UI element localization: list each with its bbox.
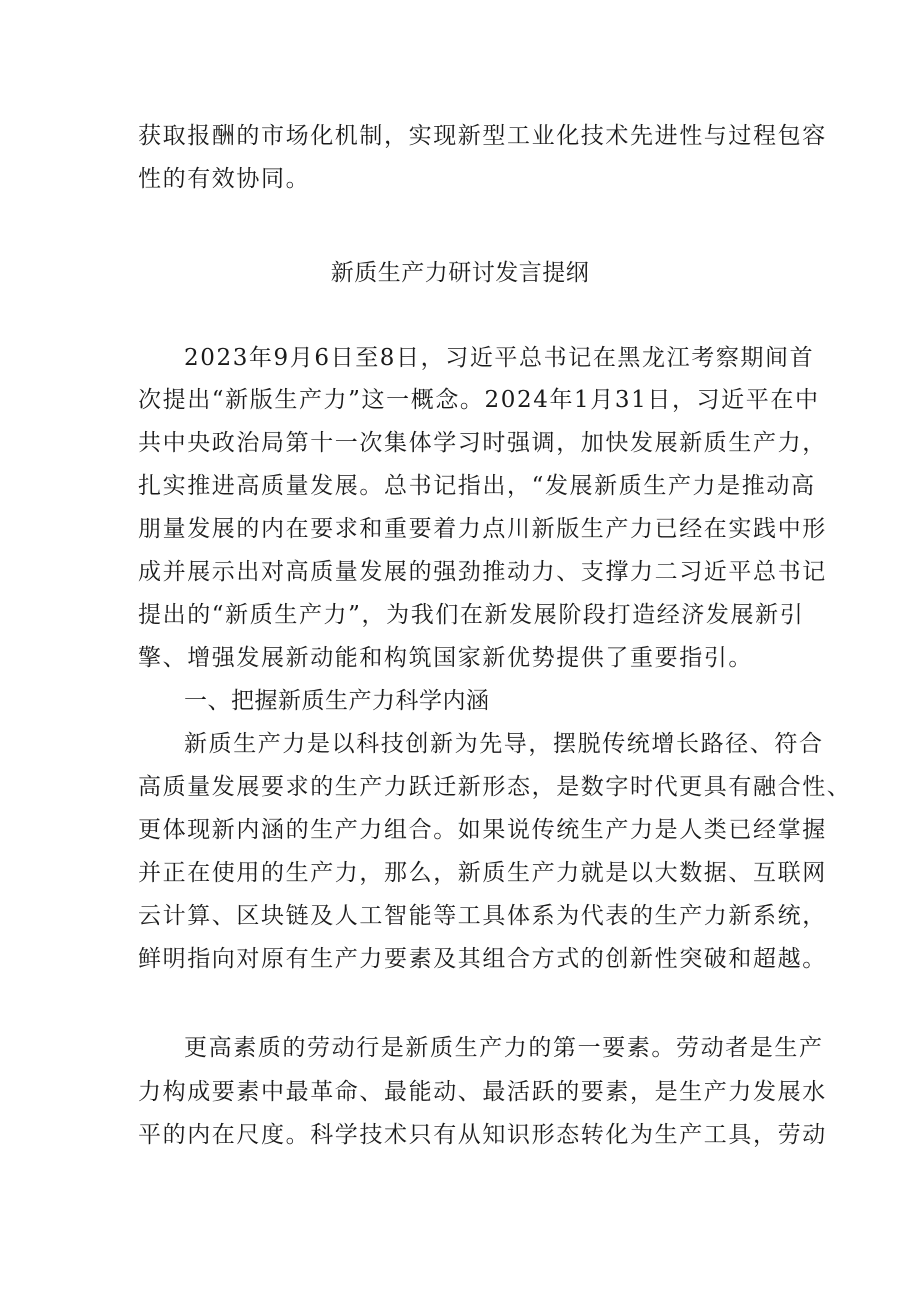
paragraph-line: 2023年9月6日至8日，习近平总书记在黑龙江考察期间首 xyxy=(184,345,815,371)
section-heading: 一、把握新质生产力科学内涵 xyxy=(184,688,490,714)
paragraph-line: 力构成要素中最革命、最能动、最活跃的要素，是生产力发展水 xyxy=(138,1079,827,1105)
paragraph-line: 更体现新内涵的生产力组合。如果说传统生产力是人类已经掌握 xyxy=(138,817,827,843)
paragraph-line: 更高素质的劳动行是新质生产力的第一要素。劳动者是生产 xyxy=(184,1035,824,1061)
paragraph-line: 擎、增强发展新动能和构筑国家新优势提供了重要指引。 xyxy=(138,645,753,671)
paragraph-line: 次提出“新版生产力”这一概念。2024年1月31日，习近平在中 xyxy=(138,387,820,413)
intro-line: 获取报酬的市场化机制，实现新型工业化技术先进性与过程包容 xyxy=(138,123,827,149)
document-title: 新质生产力研讨发言提纲 xyxy=(330,260,590,286)
paragraph-line: 鲜明指向对原有生产力要素及其组合方式的创新性突破和超越。 xyxy=(138,946,827,972)
paragraph-line: 扎实推进高质量发展。总书记指出，“发展新质生产力是推动高 xyxy=(138,473,816,499)
paragraph-line: 并正在使用的生产力，那么，新质生产力就是以大数据、互联网 xyxy=(138,860,827,886)
paragraph-line: 新质生产力是以科技创新为先导，摆脱传统增长路径、符合 xyxy=(184,731,824,757)
paragraph-line: 平的内在尺度。科学技术只有从知识形态转化为生产工具，劳动 xyxy=(138,1122,827,1148)
paragraph-line: 提出的“新质生产力”，为我们在新发展阶段打造经济发展新引 xyxy=(138,602,805,628)
paragraph-line: 云计算、区块链及人工智能等工具体系为代表的生产力新系统， xyxy=(138,903,827,929)
paragraph-line: 高质量发展要求的生产力跃迁新形态，是数字时代更具有融合性、 xyxy=(138,774,852,800)
intro-line: 性的有效协同。 xyxy=(138,166,311,192)
paragraph-line: 朋量发展的内在要求和重要着力点川新版生产力已经在实践中形 xyxy=(138,516,827,542)
paragraph-line: 成并展示出对高质量发展的强劲推动力、支撑力二习近平总书记 xyxy=(138,559,827,585)
paragraph-line: 共中央政治局第十一次集体学习时强调，加快发展新质生产力， xyxy=(138,430,827,456)
